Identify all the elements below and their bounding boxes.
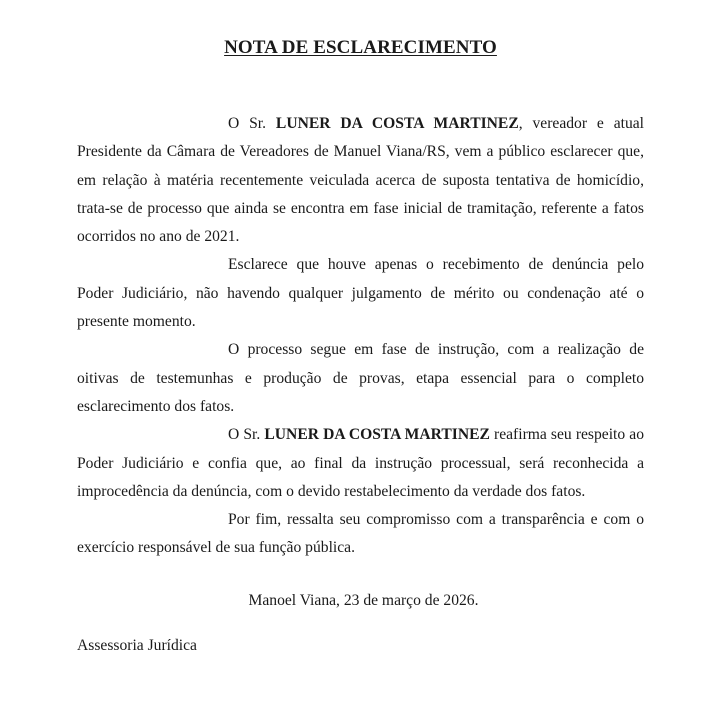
- paragraph-prefix: O Sr.: [228, 115, 276, 132]
- person-name: LUNER DA COSTA MARTINEZ: [264, 426, 490, 444]
- document-body: [77, 110, 644, 563]
- paragraph-compromisso: [77, 506, 644, 563]
- paragraph-prefix: O Sr.: [228, 426, 265, 444]
- date-line: Manoel Viana, 23 de março de 2026.: [248, 592, 479, 609]
- paragraph-intro: [77, 110, 644, 251]
- paragraph-text: Por fim, ressalta seu compromisso com a transparência e com o exercício responsável de sua função pública.: [77, 511, 644, 557]
- paragraph-instrucao: [77, 336, 644, 421]
- signature: Assessoria Jurídica: [77, 637, 197, 654]
- paragraph-text: Esclarece que houve apenas o recebimento de denúncia pelo Poder Judiciário, não havendo qualquer julgamento de mérito ou condenação até o presente momento.: [77, 256, 644, 331]
- paragraph-text: , vereador e atual Presidente da Câmara de Vereadores de Manuel Viana/RS, vem a público esclarecer que, em relação à matéria recentemente veiculada acerca de suposta tentativa de homicídio, trata-se de processo que ainda se encontra em fase inicial de tramitação, referente a fatos ocorridos no ano de 2021.: [77, 115, 645, 246]
- person-name: LUNER DA COSTA MARTINEZ: [275, 115, 519, 132]
- paragraph-respeito: [77, 421, 644, 506]
- document-title: NOTA DE ESCLARECIMENTO: [224, 37, 497, 58]
- paragraph-text: reafirma seu respeito ao Poder Judiciário e confia que, ao final da instrução processual, será reconhecida a improcedência da denúncia, com o devido restabelecimento da verdade dos fatos.: [77, 426, 645, 500]
- paragraph-text: O processo segue em fase de instrução, com a realização de oitivas de testemunhas e produção de provas, etapa essencial para o completo esclarecimento dos fatos.: [77, 341, 644, 415]
- paragraph-denuncia: [77, 251, 644, 336]
